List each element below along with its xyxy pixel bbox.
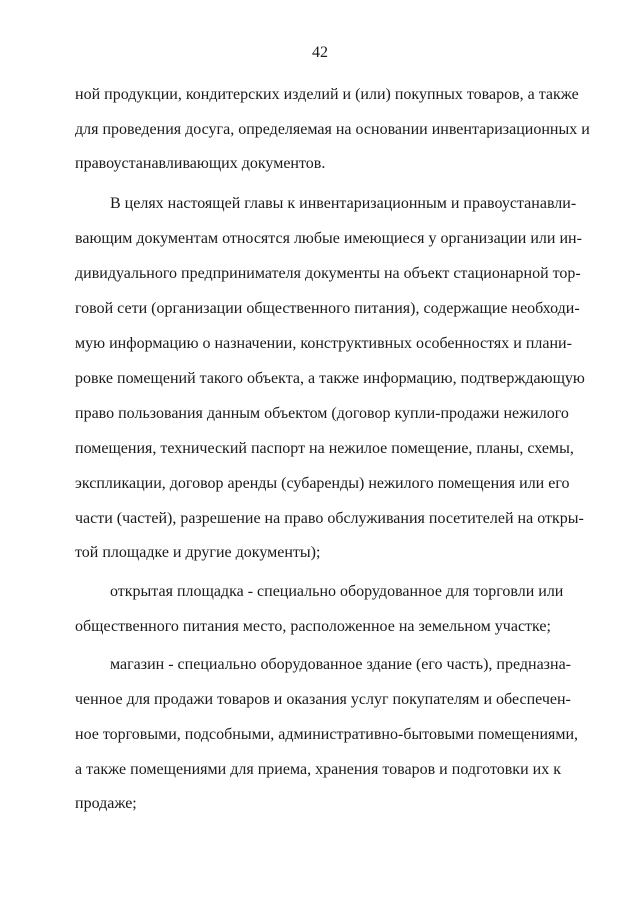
text-line: общественного питания место, расположенное на земельном участке; — [75, 618, 551, 635]
text-line: право пользования данным объектом (договор купли-продажи нежилого — [75, 405, 569, 422]
paragraph-first-line: магазин - специально оборудованное здание (его часть), предназна- — [110, 656, 571, 673]
text-line: помещения, технический паспорт на нежилое помещение, планы, схемы, — [75, 440, 574, 457]
text-line: правоустанавливающих документов. — [75, 155, 326, 172]
text-line: для проведения досуга, определяемая на основании инвентаризационных и — [75, 121, 590, 138]
text-line: той площадке и другие документы); — [75, 544, 321, 561]
text-line: ровке помещений такого объекта, а также информацию, подтверждающую — [75, 370, 585, 387]
text-line: говой сети (организации общественного питания), содержащие необходи- — [75, 300, 580, 317]
page-number: 42 — [312, 44, 328, 61]
text-line: ной продукции, кондитерских изделий и (или) покупных товаров, а также — [75, 86, 579, 103]
text-line: ченное для продажи товаров и оказания услуг покупателям и обеспечен- — [75, 691, 571, 708]
text-line: мую информацию о назначении, конструктивных особенностях и плани- — [75, 335, 572, 352]
text-line: вающим документам относятся любые имеющиеся у организации или ин- — [75, 230, 582, 247]
text-line: дивидуального предпринимателя документы на объект стационарной тор- — [75, 265, 581, 282]
text-line: а также помещениями для приема, хранения товаров и подготовки их к — [75, 761, 561, 778]
paragraph-first-line: В целях настоящей главы к инвентаризационным и правоустанавли- — [110, 195, 577, 212]
text-line: экспликации, договор аренды (субаренды) нежилого помещения или его — [75, 475, 570, 492]
text-line: продаже; — [75, 795, 137, 812]
paragraph-first-line: открытая площадка - специально оборудованное для торговли или — [110, 583, 564, 600]
text-line: ное торговыми, подсобными, административно-бытовыми помещениями, — [75, 726, 579, 743]
text-line: части (частей), разрешение на право обслуживания посетителей на откры- — [75, 510, 584, 527]
